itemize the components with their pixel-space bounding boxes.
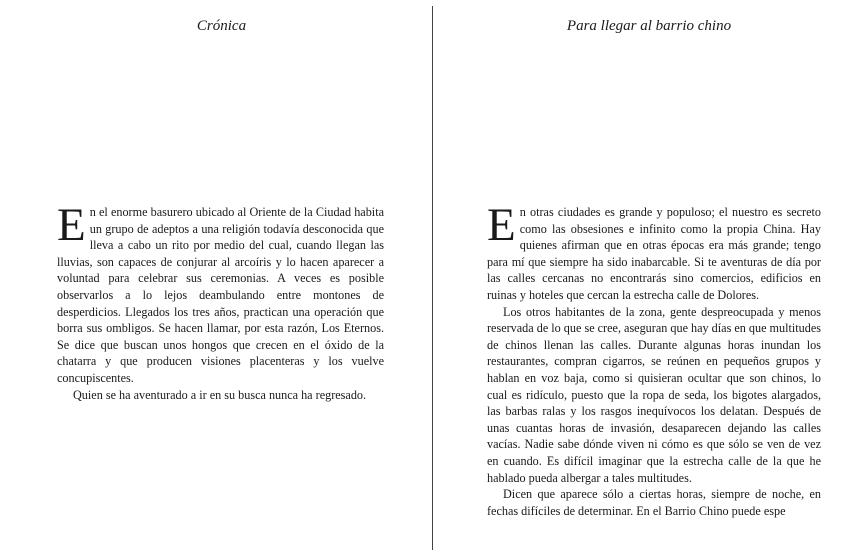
paragraph-text: n el enorme basurero ubicado al Oriente de la Ciudad habita un grupo de adeptos a una religión todavía desconocida que lleva a cabo un rito por medio del cual, cuando llegan las lluvias, son capaces de conjurar al arcoíris y lo hacen aparecer a voluntad para celebrar sus ceremonias. A veces es posible observarlos a lo lejos deambulando entre montones de desperdicios. Llegados los tres años, practican una operación que borra sus ombligos. Se hacen llamar, por esta razón, Los Eternos. Se dice que buscan unos hongos que crecen en el óxido de la chatarra y que producen visiones placenteras y los vuelve concupiscentes. [57,205,384,385]
paragraph-text: n otras ciudades es grande y populoso; el nuestro es secreto como las obsesiones e infinito como la propia China. Hay quienes afirman que en otras épocas era más grande; tengo para mí que siempre ha sido inabarcable. Si te aventuras de día por las calles cercanas no encontrarás sino comercios, edificios en ruinas y hoteles que cercan la estrecha calle de Dolores. [487,205,821,302]
drop-cap: E [487,199,516,251]
page-divider [432,6,433,550]
paragraph: Los otros habitantes de la zona, gente despreocupada y menos reservada de lo que se cree, aseguran que hay días en que multitudes de chinos llenan las calles. Durante algunas horas inundan los restaurantes, compran cigarros, se reúnen en pequeños grupos y hablan en voz baja, como si quisieran ocultar que son chinos, lo cual es ridículo, puesto que la ropa de seda, los bigotes alargados, las barbas ralas y los rasgos inequívocos los delatan. Después de unas cuantas horas de invasión, desaparecen dejando las calles vacías. Nadie sabe dónde viven ni cómo es que sólo se ven de vez en cuando. Es difícil imaginar que la estrecha calle de la que he hablado pueda albergar a tales multitudes. [487,304,822,485]
paragraph [57,199,384,387]
running-head-left: Crónica [196,18,247,34]
paragraph: Quien se ha aventurado a ir en su busca nunca ha regresado. [73,387,367,402]
running-head-right: Para llegar al barrio chino [566,18,732,34]
paragraph: Dicen que aparece sólo a ciertas horas, siempre de noche, en fechas difíciles de determinar. En el Barrio Chino puede espe [487,487,821,518]
right-page [434,0,864,556]
body-text-left [57,199,384,403]
body-text-right [487,199,822,519]
paragraph [487,199,821,304]
drop-cap: E [57,199,86,251]
